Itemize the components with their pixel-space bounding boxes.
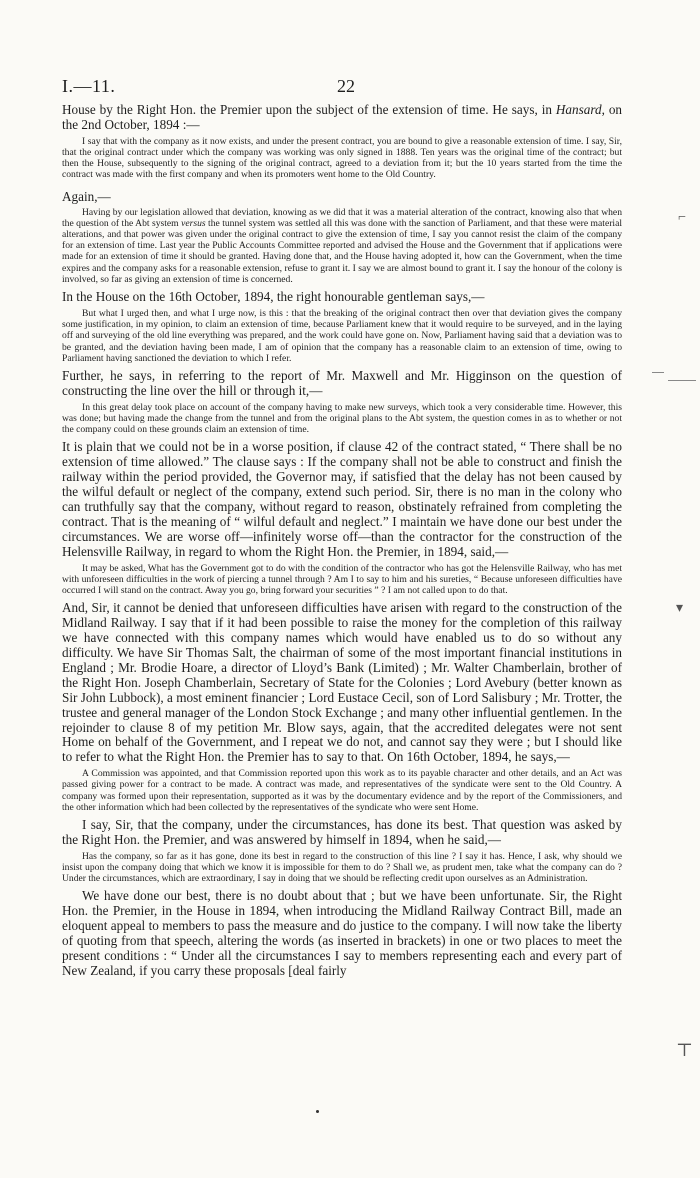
margin-mark: ⊤	[676, 1040, 693, 1060]
quoted-extract: Having by our legislation allowed that deviation, knowing as we did that it was a material alteration of the contract, knowing also that when the question of the Abt system versus the tunnel system was settled all this was done with the sanction of Parliament, and that these were material alterations, and that power was given under the original contract to give the extension of time, I say you cannot resist the claim of the company for an extension of time. Last year the Public Accounts Committee reported and advised the House and the Government that if applications were made for an extension of time it should be granted. Having done that, and the House having adopted it, how can the Government, when the time expires and the company asks for a reasonable extension, refuse to grant it. I say we are almost bound to grant it. I say the honour of the colony is involved, so far as giving an extension of time is concerned.	[62, 206, 622, 285]
quoted-extract: But what I urged then, and what I urge now, is this : that the breaking of the original contract then over that deviation gives the company some justification, in my opinion, to claim an extension of time, because Parliament knew that it would require to be surveyed, and in the laying off and surveying of the old line everything was prepared, and the work could have gone on. Now, Parliament having said that a deviation was to be granted, and the deviation having been made, I am of opinion that the company has a reasonable claim to an extension of time, owing to Parliament having sanctioned the deviation to which I refer.	[62, 307, 622, 364]
document-reference: I.—11.	[62, 76, 116, 96]
quoted-extract: I say that with the company as it now exists, and under the present contract, you are bound to give a reasonable extension of time. I say, Sir, that the original contract under which the company was working was only signed in 1888. Ten years was the original time of the contract; but then the House, subsequently to the signing of the original contract, agreed to a deviation from it; but the 10 years started from the time the contract was made with the first company and when its promoters went home to the Old Country.	[62, 135, 622, 181]
body-paragraph: In the House on the 16th October, 1894, the right honourable gentleman says,—	[62, 289, 485, 305]
quoted-extract: In this great delay took place on account of the company having to make new surveys, which took a very considerable time. However, this was done; but having made the change from the tunnel and from the original plans to the Abt system, the question comes in as to whether or not the company could on these grounds claim an extension of time.	[62, 401, 622, 436]
section-label: Again,—	[62, 188, 111, 204]
margin-dash	[652, 372, 664, 373]
page-dot	[316, 1110, 319, 1113]
page-header	[0, 76, 700, 100]
body-paragraph: I say, Sir, that the company, under the circumstances, has done its best. That question was asked by the Right Hon. the Premier, and was answered by himself in 1894, when he said,—	[62, 817, 622, 847]
body-paragraph: We have done our best, there is no doubt about that ; but we have been unfortunate. Sir, the Right Hon. the Premier, in the House in 1894, when introducing the Midland Railway Contract Bill, made an eloquent appeal to members to pass the measure and do justice to the company. I will now take the liberty of quoting from that speech, altering the words (as inserted in brackets) in one or two places to meet the present conditions : “ Under all the circumstances I say to members representing each and every part of New Zealand, if you carry these proposals [deal fairly	[62, 888, 622, 978]
body-paragraph: House by the Right Hon. the Premier upon the subject of the extension of time. He says, in Hansard, on the 2nd October, 1894 :—	[62, 102, 622, 132]
body-paragraph: And, Sir, it cannot be denied that unforeseen difficulties have arisen with regard to the construction of the Midland Railway. I say that if it had been possible to raise the money for the completion of this railway we have connected with this company names which would have enabled us to do so without any difficulty. We have Sir Thomas Salt, the chairman of some of the most important financial institutions in England ; Mr. Brodie Hoare, a director of Lloyd’s Bank (Limited) ; Mr. Walter Chamberlain, brother of the Right Hon. Joseph Chamberlain, Secretary of State for the Colonies ; Lord Avebury (better known as Sir John Lubbock), a most eminent financier ; Lord Eustace Cecil, son of Lord Salisbury ; Mr. Trotter, the trustee and general manager of the London Stock Exchange ; and many other influential gentlemen. In the rejoinder to clause 8 of my petition Mr. Blow says, again, that the accredited delegates were not sent Home on behalf of the Government, and I repeat we do not, and cannot say they were ; but I should like to refer to what the Right Hon. the Premier has to say to that. On 16th October, 1894, he says,—	[62, 600, 622, 765]
body-paragraph: Further, he says, in referring to the report of Mr. Maxwell and Mr. Higginson on the question of constructing the line over the hill or through it,—	[62, 367, 622, 398]
margin-mark: ▾	[676, 601, 684, 616]
quoted-extract: A Commission was appointed, and that Commission reported upon this work as to its payable character and other details, and an Act was passed giving power for a contract to be made. A contract was made, and representatives of the syndicate were sent to the Old Country. A company was formed upon their representation, supported as it was by the documentary evidence and by the report of the Commissioners, and the other information which had been collected by the representatives of the syndicate who were sent Home.	[62, 768, 622, 813]
margin-mark: ⌐	[678, 210, 686, 225]
quoted-extract: Has the company, so far as it has gone, done its best in regard to the construction of this line ? I say it has. Hence, I ask, why should we insist upon the company doing that which we know it is impossible for them to do ? Shall we, as prudent men, take what the company can do ? Under the circumstances, which are extraordinary, I say in doing that we should be reflecting credit upon ourselves as an Administration.	[62, 850, 622, 885]
margin-dash	[668, 380, 696, 381]
page-body	[62, 103, 622, 982]
page-number: 22	[337, 76, 355, 96]
body-paragraph: It is plain that we could not be in a worse position, if clause 42 of the contract stated, “ There shall be no extension of time allowed.” The clause says : If the company shall not be able to construct and finish the railway within the period provided, the Governor may, if satisfied that the delay has not been caused by the wilful default or neglect of the company, extend such period. Sir, there is no man in the colony who can truthfully say that the company, without regard to reason, obstinately refrained from completing the contract. That is the meaning of “ wilful default and neglect.” I maintain we have done our best under the circumstances. We are worse off—infinitely worse off—than the contractor for the construction of the Helensville Railway, in regard to whom the Right Hon. the Premier, in 1894, said,—	[62, 439, 622, 559]
quoted-extract: It may be asked, What has the Government got to do with the condition of the contractor who has got the Helensville Railway, who has met with unforeseen difficulties in the work of piercing a tunnel through ? Am I to say to him and his sureties, “ Because unforeseen difficulties have occurred I will stand on the contract. Away you go, bring forward your securities ” ? I am not called upon to do that.	[62, 562, 622, 597]
